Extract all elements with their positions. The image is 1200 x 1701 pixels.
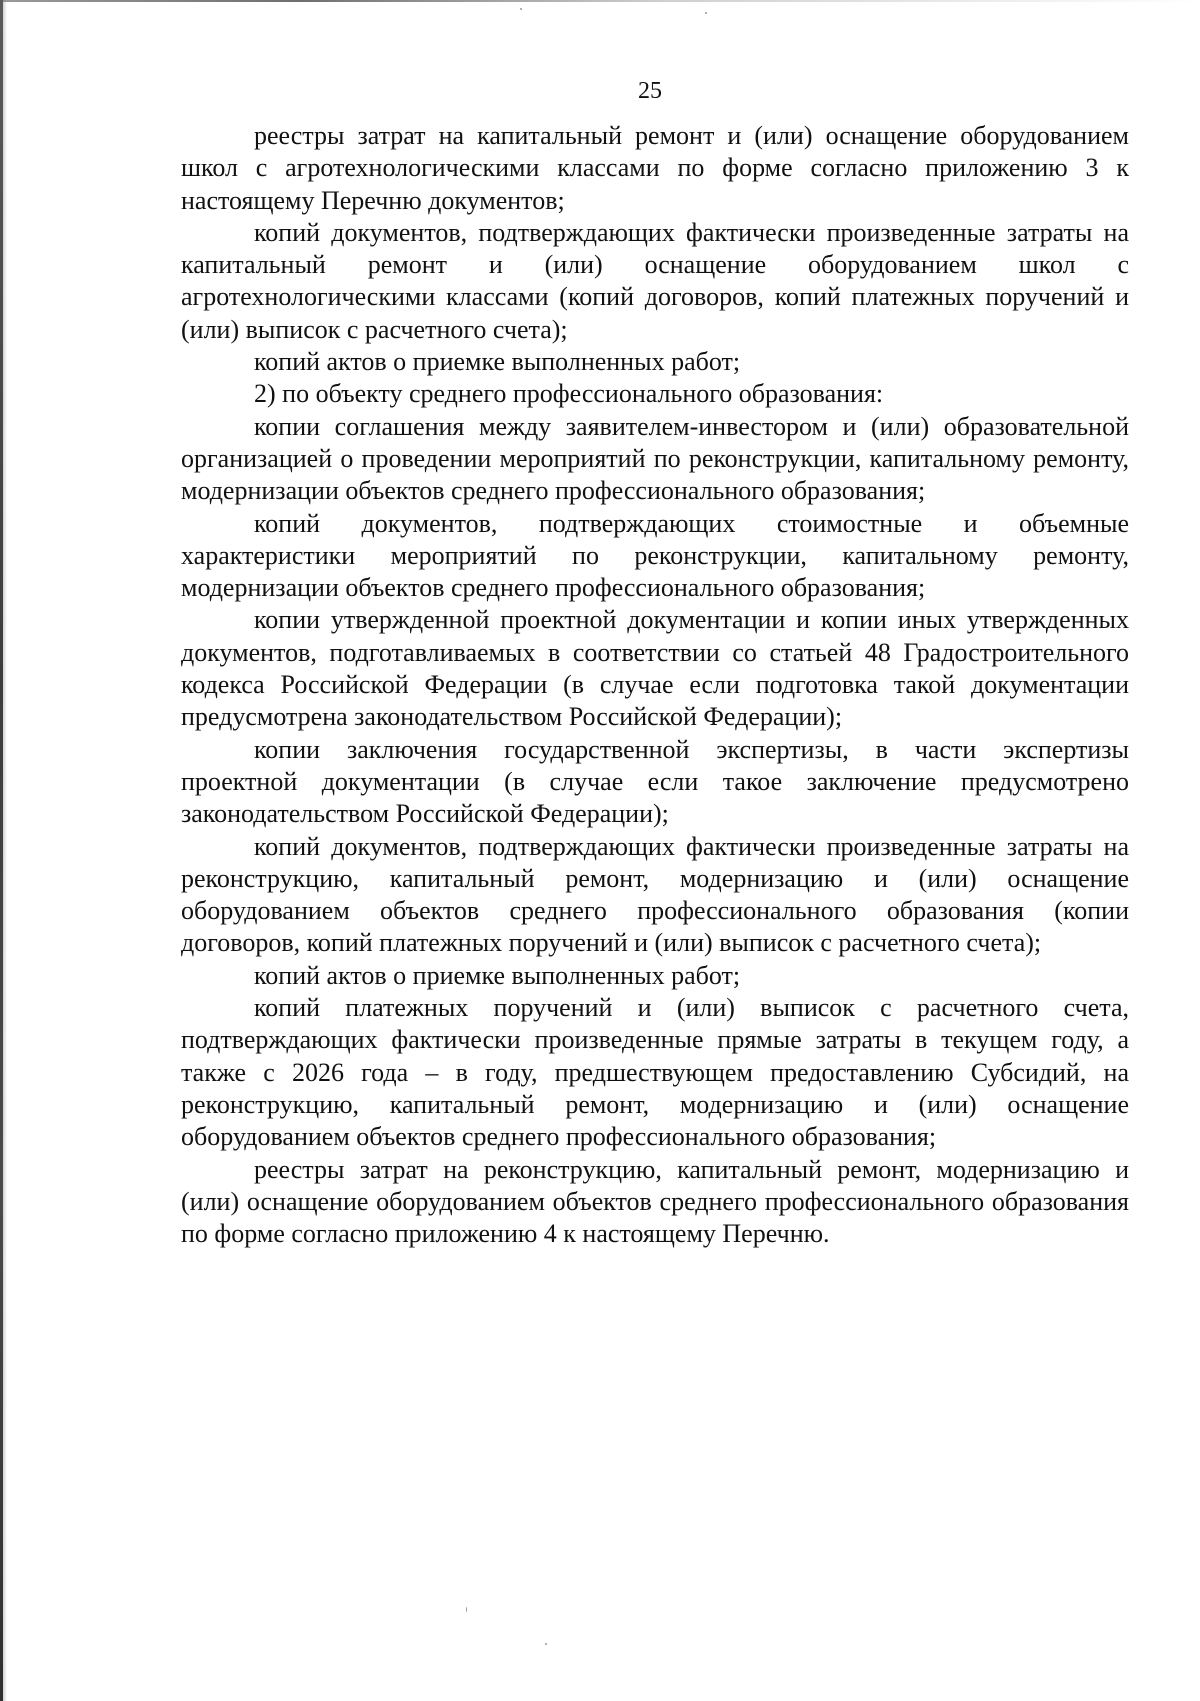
paragraph: копий документов, подтверждающих стоимостные и объемные характеристики мероприятий по реконструкции, капитальному ремонту, модернизации объектов среднего профессионального образования; (181, 508, 1129, 603)
paragraph: реестры затрат на капитальный ремонт и (или) оснащение оборудованием школ с агротехнологическими классами по форме согласно приложению 3 к настоящему Перечню документов; (181, 121, 1129, 215)
paragraph: копии заключения государственной экспертизы, в части экспертизы проектной документации (в случае если такое заключение предусмотрено законодательством Российской Федерации); (181, 734, 1129, 829)
paragraph: копии утвержденной проектной документации и копии иных утвержденных документов, подготавливаемых в соответствии со статьей 48 Градостроительного кодекса Российской Федерации (в случае если подготовка такой документации предусмотрена законодательством Российской Федерации); (181, 605, 1129, 732)
scan-edge-top (0, 0, 1200, 2)
scan-speck (520, 8, 522, 10)
paragraph: копии соглашения между заявителем-инвестором и (или) образовательной организацией о проведении мероприятий по реконструкции, капитальному ремонту, модернизации объектов среднего профессионального образования; (181, 411, 1129, 506)
page-number: 25 (638, 78, 662, 104)
document-body (181, 120, 1129, 1250)
scan-edge-shadow (3, 0, 7, 1701)
scan-speck (466, 1607, 467, 1612)
paragraph: 2) по объекту среднего профессионального образования: (254, 379, 884, 409)
paragraph: копий документов, подтверждающих фактически произведенные затраты на капитальный ремонт и (или) оснащение оборудованием школ с агротехнологическими классами (копий договоров, копий платежных поручений и (или) выписок с расчетного счета); (181, 217, 1129, 344)
paragraph: реестры затрат на реконструкцию, капитальный ремонт, модернизацию и (или) оснащение оборудованием объектов среднего профессионального образования по форме согласно приложению 4 к настоящему Перечню. (181, 1154, 1129, 1249)
scan-speck (545, 1643, 547, 1645)
scan-speck (705, 12, 707, 14)
paragraph: копий актов о приемке выполненных работ; (254, 347, 741, 377)
paragraph: копий платежных поручений и (или) выписок с расчетного счета, подтверждающих фактически произведенные прямые затраты в текущем году, а также с 2026 года – в году, предшествующем предоставлению Субсидий, на реконструкцию, капитальный ремонт, модернизацию и (или) оснащение оборудованием объектов среднего профессионального образования; (181, 993, 1129, 1152)
paragraph: копий актов о приемке выполненных работ; (254, 960, 741, 990)
paragraph: копий документов, подтверждающих фактически произведенные затраты на реконструкцию, капитальный ремонт, модернизацию и (или) оснащение оборудованием объектов среднего профессионального образования (копии договоров, копий платежных поручений и (или) выписок с расчетного счета); (181, 831, 1129, 958)
